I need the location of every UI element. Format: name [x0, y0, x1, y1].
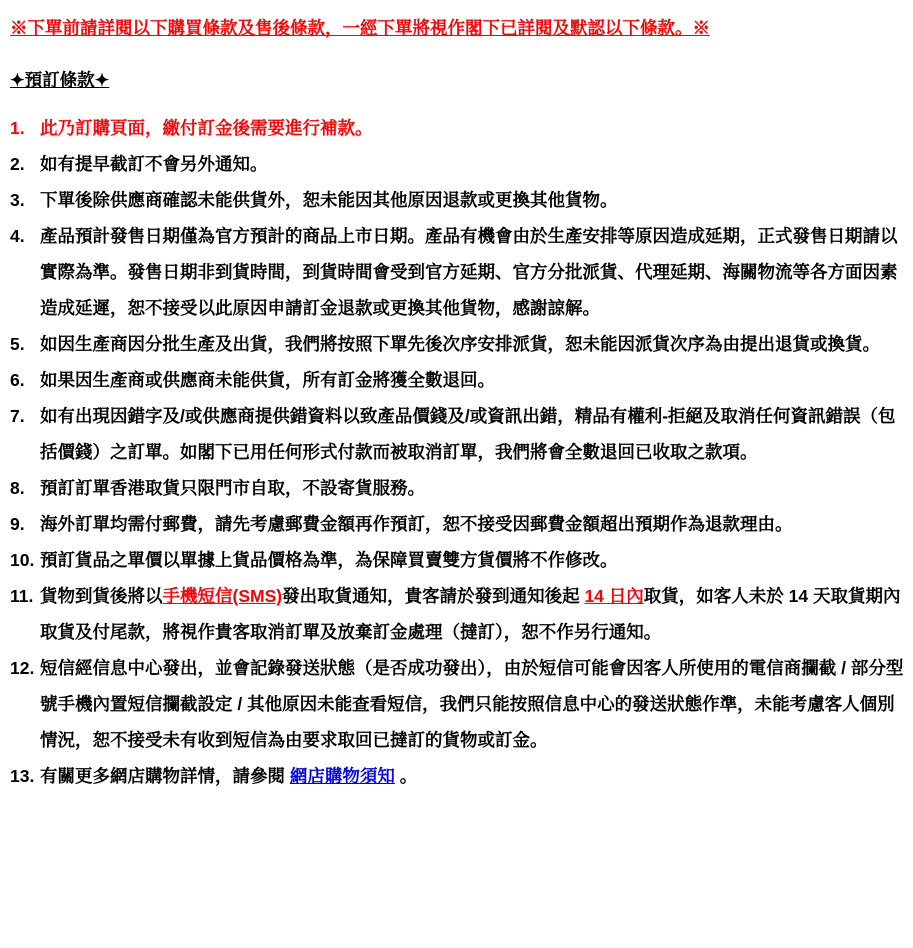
term-segment: 如因生產商因分批生產及出貨，我們將按照下單先後次序安排派貨，恕未能因派貨次序為由提出退貨或換貨。	[40, 334, 880, 354]
term-number: 13.	[10, 766, 35, 786]
term-number: 2.	[10, 154, 25, 174]
term-segment: 預訂訂單香港取貨只限門市自取，不設寄貨服務。	[40, 478, 425, 498]
term-segment: 取貨，如客人未於 14 天取貨期內取貨及付尾款，將視作貴客取消訂單及放棄訂金處理（撻訂），恕不作另行通知。	[40, 586, 901, 642]
highlighted-text: 14 日內	[584, 586, 644, 606]
term-text	[40, 146, 905, 182]
term-text	[40, 650, 905, 758]
term-item	[10, 650, 905, 758]
term-number: 1.	[10, 118, 25, 138]
term-item	[10, 146, 905, 182]
term-segment: 。	[394, 766, 418, 786]
term-number: 11.	[10, 586, 34, 606]
term-item	[10, 542, 905, 578]
term-item	[10, 218, 905, 326]
term-segment: 預訂貨品之單價以單據上貨品價格為準，為保障買賣雙方貨價將不作修改。	[40, 550, 618, 570]
term-item	[10, 362, 905, 398]
term-text	[40, 362, 905, 398]
term-segment: 如果因生產商或供應商未能供貨，所有訂金將獲全數退回。	[40, 370, 495, 390]
term-segment: 此乃訂購頁面，繳付訂金後需要進行補款。	[40, 118, 373, 138]
term-text	[40, 218, 905, 326]
term-segment: 貨物到貨後將以	[40, 586, 163, 606]
preorder-terms-heading: ✦預訂條款✦	[10, 70, 110, 90]
term-item	[10, 758, 905, 794]
term-number: 3.	[10, 190, 25, 210]
term-number: 8.	[10, 478, 25, 498]
term-item	[10, 470, 905, 506]
term-item	[10, 326, 905, 362]
term-text	[40, 506, 905, 542]
term-segment: 海外訂單均需付郵費，請先考慮郵費金額再作預訂，恕不接受因郵費金額超出預期作為退款理由。	[40, 514, 793, 534]
terms-list	[10, 110, 905, 794]
term-segment: 有關更多網店購物詳情，請參閱	[40, 766, 290, 786]
term-segment: 如有出現因錯字及/或供應商提供錯資料以致產品價錢及/或資訊出錯，精品有權利-拒絕及取消任何資訊錯誤（包括價錢）之訂單。如閣下已用任何形式付款而被取消訂單，我們將會全數退回已收取之款項。	[40, 406, 896, 462]
term-item	[10, 506, 905, 542]
term-number: 5.	[10, 334, 25, 354]
purchase-terms-notice: ※下單前請詳閱以下購買條款及售後條款，一經下單將視作閣下已詳閱及默認以下條款。※	[10, 18, 710, 38]
term-segment: 下單後除供應商確認未能供貨外，恕未能因其他原因退款或更換其他貨物。	[40, 190, 618, 210]
term-text	[40, 182, 905, 218]
shop-guide-link[interactable]: 網店購物須知	[289, 766, 395, 786]
term-segment: 短信經信息中心發出，並會記錄發送狀態（是否成功發出），由於短信可能會因客人所使用的電信商攔截 / 部分型號手機內置短信攔截設定 / 其他原因未能查看短信，我們只能按照信息中心的發送狀態作準，未能考慮客人個別情況，恕不接受未有收到短信為由要求取回已撻訂的貨物或訂金。	[40, 658, 904, 750]
term-number: 12.	[10, 658, 35, 678]
term-text	[40, 398, 905, 470]
term-segment: 產品預計發售日期僅為官方預計的商品上市日期。產品有機會由於生產安排等原因造成延期，正式發售日期請以實際為準。發售日期非到貨時間，到貨時間會受到官方延期、官方分批派貨、代理延期、海關物流等各方面因素造成延遲，恕不接受以此原因申請訂金退款或更換其他貨物，感謝諒解。	[40, 226, 898, 318]
term-item	[10, 578, 905, 650]
term-text	[40, 110, 905, 146]
term-number: 10.	[10, 550, 35, 570]
term-text	[40, 470, 905, 506]
term-text	[40, 758, 905, 794]
term-text	[40, 578, 905, 650]
term-item	[10, 398, 905, 470]
term-item	[10, 182, 905, 218]
term-text	[40, 326, 905, 362]
term-number: 6.	[10, 370, 25, 390]
term-segment: 如有提早截訂不會另外通知。	[40, 154, 268, 174]
term-text	[40, 542, 905, 578]
term-number: 7.	[10, 406, 25, 426]
term-number: 4.	[10, 226, 25, 246]
term-segment: 發出取貨通知，貴客請於發到通知後起	[282, 586, 585, 606]
term-item	[10, 110, 905, 146]
highlighted-text: 手機短信(SMS)	[162, 586, 283, 606]
term-number: 9.	[10, 514, 25, 534]
